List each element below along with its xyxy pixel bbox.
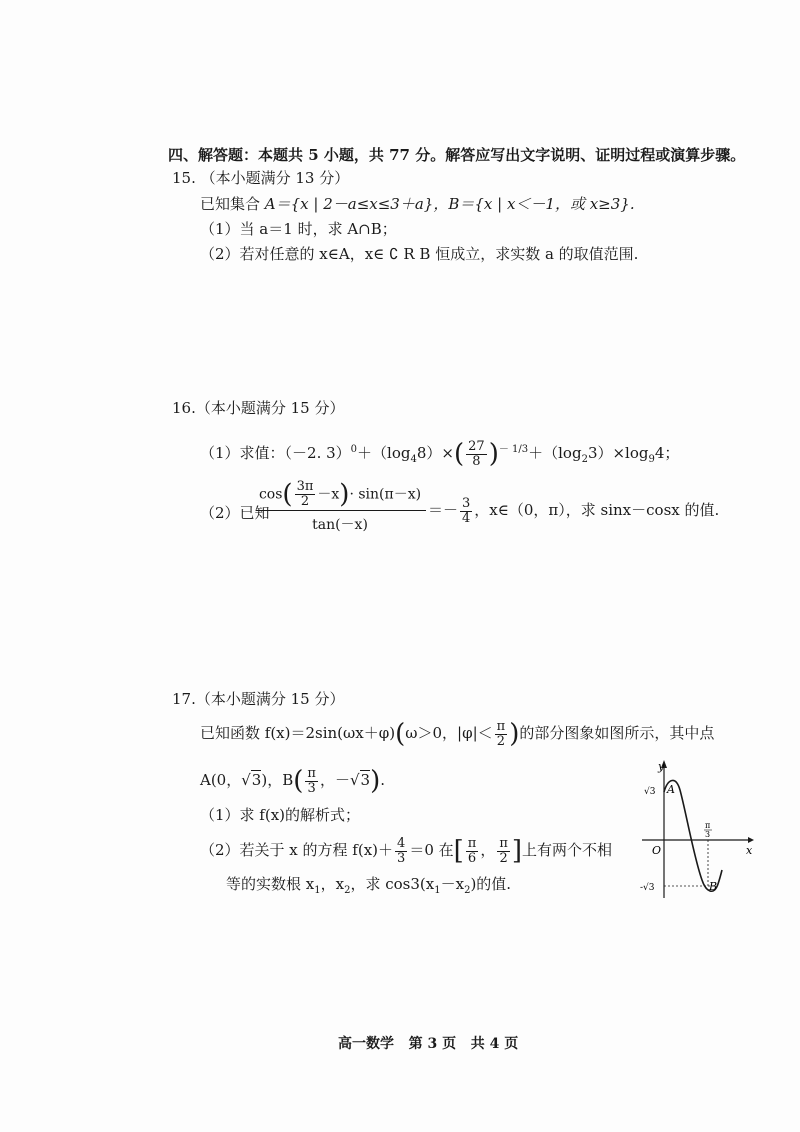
- tick-den: 3: [705, 830, 711, 839]
- q15-stem-prefix: 已知集合: [200, 195, 265, 213]
- q17-part2-line2: [226, 874, 511, 901]
- num-b: －x: [317, 486, 340, 503]
- q16-part1-label: （1）求值：: [200, 444, 285, 462]
- pt-frac: [305, 767, 318, 796]
- q16-part1-frac: [466, 440, 487, 469]
- frac-num: π: [499, 835, 508, 851]
- int-a: [466, 837, 479, 866]
- frac-den: 6: [467, 850, 477, 866]
- frac-num: 4: [397, 835, 406, 851]
- q16-part2-label: （2）已知: [200, 504, 270, 522]
- q16-part1-log-base: 4: [410, 454, 417, 465]
- q16-part1-d: ＋（log: [528, 444, 582, 462]
- function-graph: [636, 758, 756, 908]
- paren-close: ): [509, 719, 520, 749]
- q16-part1-e-sub: 9: [648, 454, 655, 465]
- paren-close: ): [339, 479, 350, 510]
- p2-d: 等的实数根 x: [226, 875, 315, 893]
- sub1: 1: [314, 885, 321, 896]
- p2-a: （2）若关于 x 的方程 f(x)＋: [200, 841, 394, 859]
- cond-a: ω＞0，|φ|＜: [405, 724, 493, 742]
- pt-a: A(0，: [200, 771, 242, 789]
- eq: ＝－: [428, 501, 459, 519]
- q15-part1: （1）当 a＝1 时，求 A∩B；: [200, 220, 397, 238]
- bracket-close: ]: [511, 836, 523, 866]
- bracket-open: [: [453, 836, 464, 866]
- page-footer: 高一数学 第 3 页 共 4 页: [338, 1036, 519, 1052]
- q16-part1-f: 4；: [654, 444, 680, 462]
- p2-b: ＝0 在: [409, 841, 454, 859]
- sub2b: 2: [464, 885, 471, 896]
- x-label: x: [746, 844, 753, 857]
- pt-d: .: [380, 771, 385, 789]
- frac-num: 3π: [296, 479, 314, 494]
- paren-open: (: [395, 719, 406, 749]
- sine-curve: [664, 780, 722, 891]
- point-b-label: B: [709, 880, 718, 893]
- q16-part2-fraction-bar: [256, 510, 426, 511]
- frac-den: 3: [307, 780, 316, 796]
- p2-e: ，x: [320, 875, 345, 893]
- q16-part2-denominator: tan(－x): [312, 517, 368, 533]
- q17-points: [200, 765, 385, 796]
- p2-f: ，求 cos3(x: [350, 875, 435, 893]
- cond-frac: [495, 720, 508, 749]
- q15-set-a: A＝{x | 2－a≤x≤3＋a}，: [264, 195, 449, 213]
- q16-title: 16.（本小题满分 15 分）: [172, 399, 345, 417]
- origin-label: O: [652, 844, 662, 857]
- stem-a: 已知函数 f(x)＝2sin(ωx＋φ): [200, 724, 396, 742]
- p2-g: －x: [440, 875, 465, 893]
- int-b: [497, 837, 510, 866]
- paren-close: ): [488, 439, 499, 469]
- stem-b: 的部分图象如图所示，其中点: [519, 724, 715, 742]
- point-a-label: A: [667, 783, 675, 796]
- q16-part1: [200, 436, 679, 474]
- frac-num: 3: [462, 495, 471, 511]
- frac-num: π: [307, 765, 316, 781]
- q17-part1: （1）求 f(x)的解析式；: [200, 806, 361, 824]
- q15-stem: [200, 194, 635, 214]
- pt-b: )，B: [261, 771, 294, 789]
- paren-close: ): [370, 766, 381, 796]
- section-heading: 四、解答题：本题共 5 小题，共 77 分。解答应写出文字说明、证明过程或演算步骤。: [168, 146, 746, 164]
- sqrt-3: 3: [251, 771, 262, 789]
- p2-h: )的值.: [470, 875, 512, 893]
- sqrt-sign: √: [349, 771, 360, 789]
- p2-frac: [395, 837, 407, 866]
- q16-part1-exp: － 1/3: [498, 444, 529, 455]
- paren-open: (: [453, 439, 465, 469]
- frac-den: 2: [496, 733, 506, 749]
- sqrt-sign: √: [241, 771, 251, 789]
- y-pos-label: √3: [644, 787, 656, 797]
- q16-part1-exp0: 0: [350, 444, 358, 455]
- frac-den: 2: [499, 850, 508, 866]
- frac-num: 27: [468, 438, 485, 454]
- q16-part1-e: 3）×log: [587, 444, 649, 462]
- cos-label: cos: [258, 486, 283, 503]
- q16-part1-d-sub: 2: [581, 454, 588, 465]
- frac-num: π: [496, 718, 506, 734]
- paren-open: (: [282, 479, 293, 510]
- q17-stem: [200, 718, 714, 749]
- y-label: y: [658, 760, 665, 773]
- frac-den: 3: [397, 850, 406, 866]
- paren-open: (: [293, 766, 304, 796]
- pt-c: ，－: [319, 771, 350, 789]
- sub1b: 1: [434, 885, 441, 896]
- q15-set-b: B＝{x | x＜－1，或 x≥3}.: [448, 195, 635, 213]
- q16-part2-numerator: [256, 480, 424, 509]
- q16-part2-val: [460, 497, 472, 526]
- frac-num: π: [467, 835, 477, 851]
- q16-part2-num-frac: [295, 480, 316, 509]
- tail: ，x∈（0，π），求 sinx－cosx 的值.: [474, 501, 720, 519]
- frac-den: 4: [462, 510, 471, 526]
- q16-part1-c: 8）×: [416, 444, 454, 462]
- q15-title: 15. （本小题满分 13 分）: [172, 169, 350, 187]
- q16-part1-log: ＋（log: [357, 444, 411, 462]
- tick-num: π: [705, 821, 711, 830]
- y-neg-label: -√3: [640, 883, 655, 893]
- num-c: · sin(π－x): [349, 486, 422, 503]
- sqrt-3b: 3: [360, 771, 371, 789]
- x-axis-arrow: [748, 837, 754, 843]
- q16-part2-tail-line: [428, 496, 719, 526]
- frac-den: 2: [300, 494, 310, 509]
- q16-part1-base: （－2. 3）: [284, 444, 351, 462]
- q17-part2-line1: （2）若关于 x 的方程 f(x)＋ $\frac{4}{3}$ ＝0 在[ $\frac{\pi}{6}$ ， $\frac{\pi}{2}$ ]上有两个不相: [200, 835, 613, 866]
- q17-title: 17.（本小题满分 15 分）: [172, 690, 345, 708]
- p2-c: 上有两个不相: [522, 841, 613, 859]
- frac-den: 8: [472, 453, 481, 469]
- q15-part2: （2）若对任意的 x∈A，x∈ ∁ R B 恒成立，求实数 a 的取值范围.: [200, 245, 639, 263]
- sub2: 2: [344, 885, 351, 896]
